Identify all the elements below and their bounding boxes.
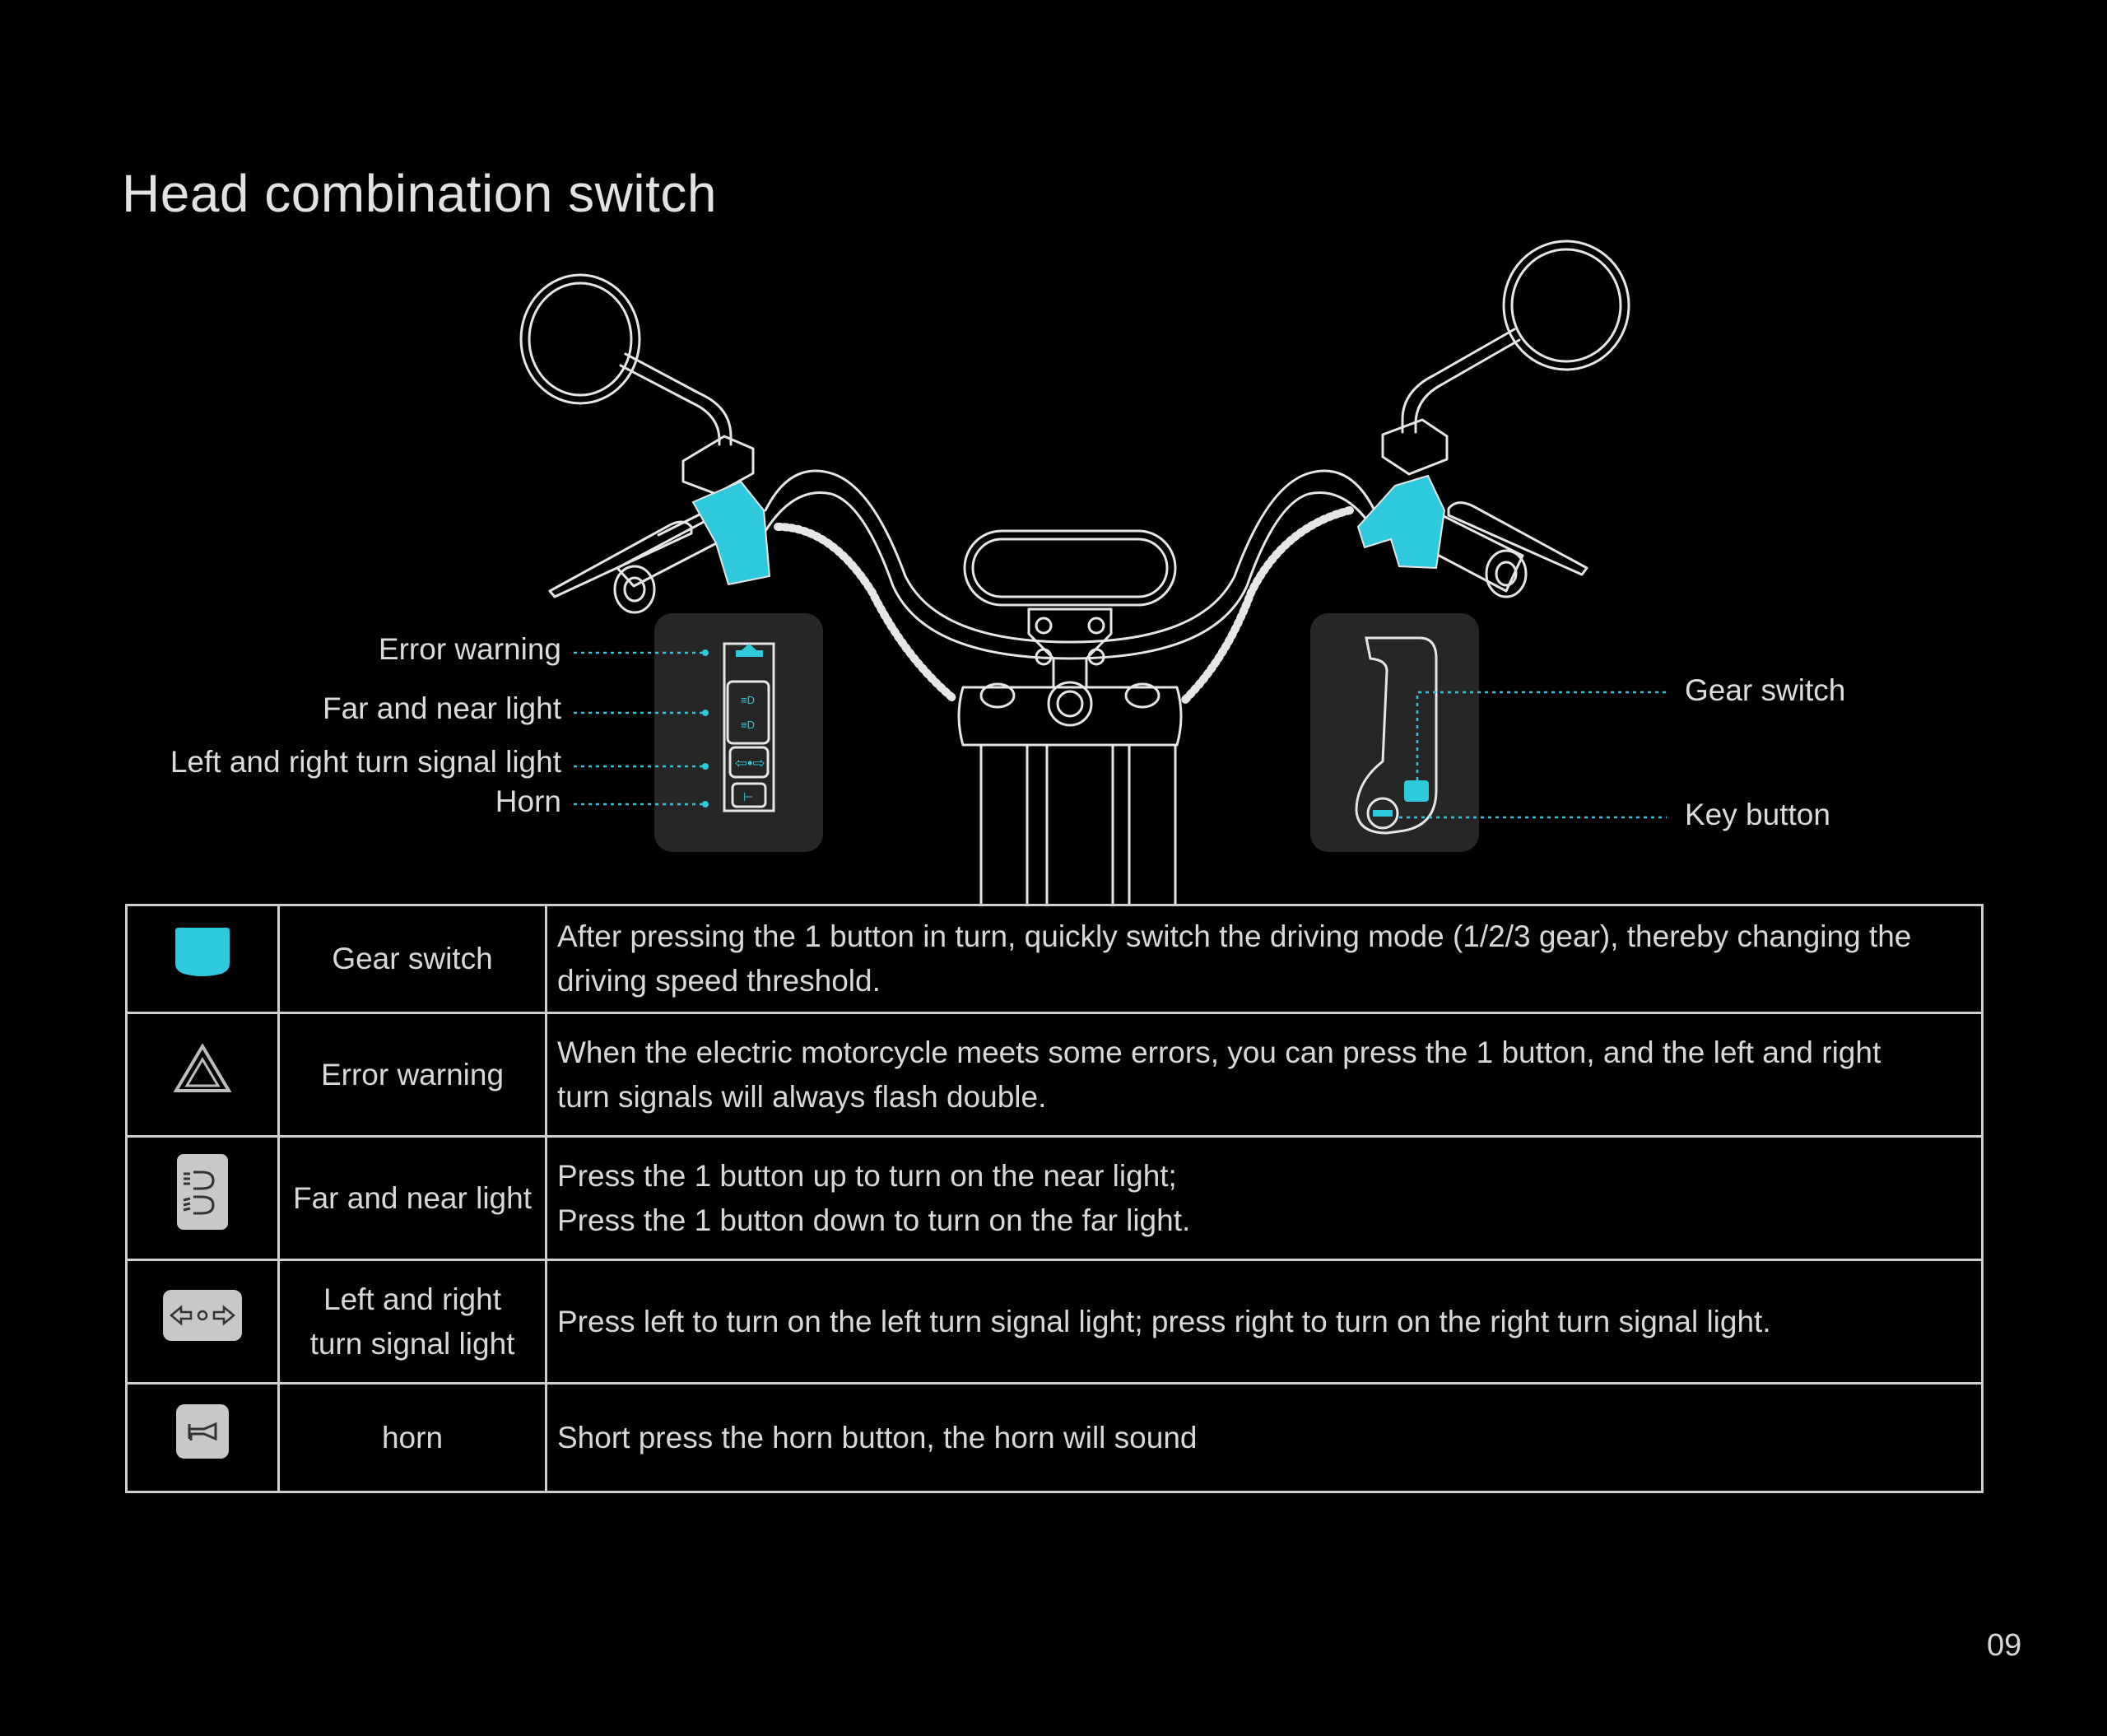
- hazard-triangle-icon: [174, 1044, 231, 1093]
- table-row: [127, 1384, 1983, 1492]
- svg-text:≡D: ≡D: [741, 694, 755, 706]
- name-cell: Error warning: [279, 1013, 547, 1137]
- gear-switch-icon: [174, 928, 231, 979]
- callout-error-warning: Error warning: [378, 632, 561, 666]
- callout-horn: Horn: [495, 784, 561, 818]
- steering-stem: [959, 609, 1181, 905]
- left-switch-housing: [693, 482, 770, 584]
- description-cell: Press left to turn on the left turn signal light; press right to turn on the right turn signal light.: [547, 1260, 1983, 1384]
- svg-text:⇦•⇨: ⇦•⇨: [735, 755, 765, 771]
- page-title: Head combination switch: [122, 164, 717, 223]
- table-row: [127, 905, 1983, 1013]
- name-cell: Gear switch: [279, 905, 547, 1013]
- icon-cell: [127, 1260, 279, 1384]
- right-mirror: [1402, 241, 1629, 432]
- description-cell: Press the 1 button up to turn on the near light; Press the 1 button down to turn on the far light.: [547, 1137, 1983, 1260]
- description-cell: When the electric motorcycle meets some errors, you can press the 1 button, and the left and right turn signals will always flash double.: [547, 1013, 1983, 1137]
- right-switch-panel: [1310, 613, 1479, 852]
- right-switch-housing: [1358, 476, 1444, 568]
- headlight-icon: [177, 1154, 228, 1230]
- callout-key-button: Key button: [1685, 798, 1830, 831]
- icon-cell: [127, 1384, 279, 1492]
- left-switch-panel: [654, 613, 823, 852]
- icon-cell: [127, 1137, 279, 1260]
- description-cell: After pressing the 1 button in turn, quickly switch the driving mode (1/2/3 gear), thereby changing the driving speed threshold.: [547, 905, 1983, 1013]
- horn-icon: [176, 1404, 229, 1459]
- table-row: [127, 1013, 1983, 1137]
- name-cell: horn: [279, 1384, 547, 1492]
- controls-table: [125, 904, 1984, 1493]
- name-cell: Left and right turn signal light: [279, 1260, 547, 1384]
- svg-text:⊢: ⊢: [743, 790, 754, 803]
- svg-text:≡D: ≡D: [741, 719, 755, 731]
- turn-signal-icon: [163, 1290, 242, 1341]
- table-row: [127, 1137, 1983, 1260]
- name-cell: Far and near light: [279, 1137, 547, 1260]
- page-number: 09: [1987, 1628, 2022, 1663]
- description-cell: Short press the horn button, the horn will sound: [547, 1384, 1983, 1492]
- left-mirror: [521, 275, 731, 444]
- dashboard-display: [965, 531, 1175, 605]
- left-lever: [550, 502, 724, 597]
- table-row: [127, 1260, 1983, 1384]
- icon-cell: [127, 905, 279, 1013]
- gear-switch-button-icon: [1404, 780, 1429, 802]
- callout-far-near-light: Far and near light: [322, 691, 561, 725]
- icon-cell: [127, 1013, 279, 1137]
- callout-gear-switch: Gear switch: [1685, 673, 1846, 707]
- callout-turn-signal: Left and right turn signal light: [170, 745, 561, 779]
